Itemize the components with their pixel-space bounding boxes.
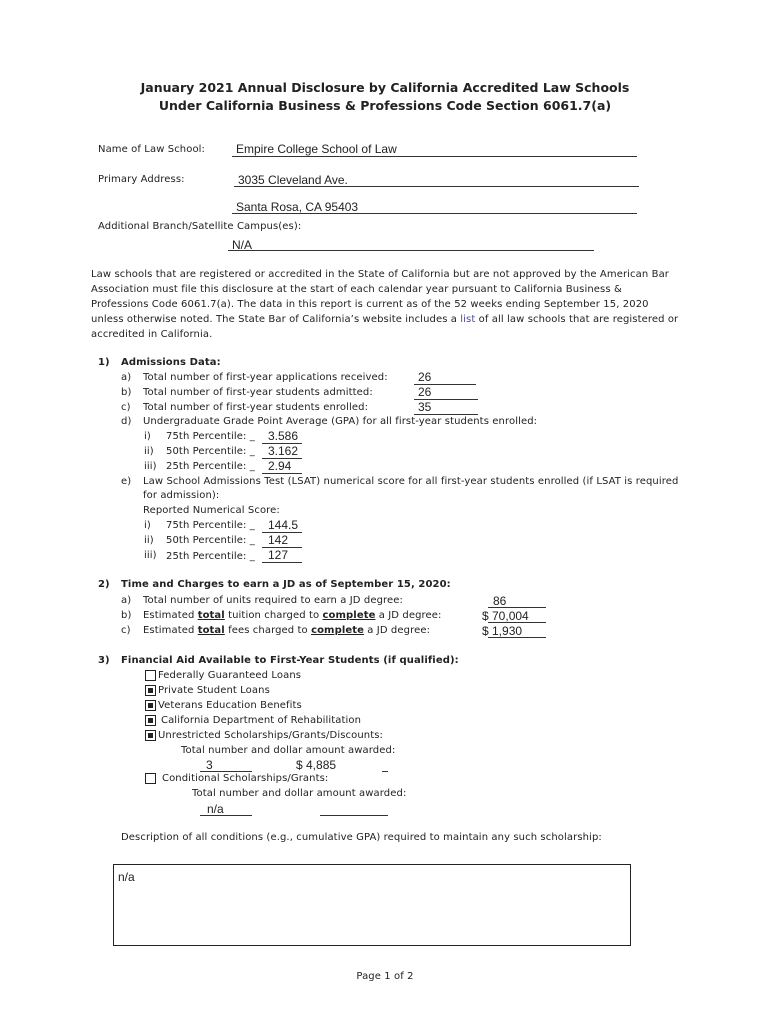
section1-number: 1) <box>98 357 110 368</box>
s2c-total: total <box>197 625 225 636</box>
address-line1-underline <box>234 186 639 187</box>
students-admitted-value[interactable]: 26 <box>418 385 432 399</box>
applications-received-value[interactable]: 26 <box>418 370 432 384</box>
units-required-value[interactable]: 86 <box>493 594 507 608</box>
lsat-25-underline <box>262 562 302 563</box>
s1b-text: Total number of first-year students admitted: <box>143 387 373 398</box>
section3-number: 3) <box>98 655 110 666</box>
gpa-75-value[interactable]: 3.586 <box>268 429 299 443</box>
s2c-post: a JD degree: <box>364 625 431 636</box>
law-schools-list-link[interactable]: list <box>460 314 476 325</box>
s1d-text: Undergraduate Grade Point Average (GPA) for all first-year students enrolled: <box>143 416 538 427</box>
lsat-75-roman: i) <box>144 520 151 531</box>
s1e-label: e) <box>121 476 132 487</box>
lsat-25-label: 25th Percentile: _ <box>166 551 255 562</box>
lsat-50-label: 50th Percentile: _ <box>166 535 255 546</box>
document-title-line1: January 2021 Annual Disclosure by California Accredited Law Schools <box>140 80 630 95</box>
unrestricted-scholarships-label: Unrestricted Scholarships/Grants/Discounts: <box>158 730 383 741</box>
s2b-mid: tuition charged to <box>224 610 323 621</box>
s1c-underline <box>414 414 478 415</box>
address-line2-underline <box>232 213 637 214</box>
school-name-underline <box>232 156 637 157</box>
s2c-label: c) <box>121 625 131 636</box>
s2a-label: a) <box>121 595 132 606</box>
lsat-75-label: 75th Percentile: _ <box>166 520 255 531</box>
intro-paragraph <box>91 267 681 342</box>
lsat-25-roman: iii) <box>144 550 157 561</box>
s2a-underline <box>488 607 546 608</box>
rehabilitation-label: California Department of Rehabilitation <box>161 715 362 726</box>
s1a-label: a) <box>121 372 132 383</box>
unrestricted-amount-tail <box>382 771 388 772</box>
s2a-text: Total number of units required to earn a JD degree: <box>143 595 403 606</box>
s2b-label: b) <box>121 610 132 621</box>
gpa-25-value[interactable]: 2.94 <box>268 459 292 473</box>
s1e-text-line1: Law School Admissions Test (LSAT) numerical score for all first-year students enrolled (if LSAT is required <box>143 476 679 487</box>
unrestricted-amount-value[interactable]: $ 4,885 <box>296 758 337 772</box>
gpa-25-label: 25th Percentile: _ <box>166 461 255 472</box>
rehabilitation-checkbox[interactable] <box>145 715 156 726</box>
s2c-complete: complete <box>311 625 365 636</box>
section3-heading: Financial Aid Available to First-Year Students (if qualified): <box>121 655 459 666</box>
s2b-underline <box>488 622 546 623</box>
s1a-text: Total number of first-year applications received: <box>143 372 388 383</box>
intro-text-before: Law schools that are registered or accredited in the State of California but are not approved by the American Bar Association must file this disclosure at the start of each calendar year pursuant to California Business & Professions Code 6061.7(a). The data in this report is current as of the 52 weeks ending September 15, 2020 unless otherwise noted. The State Bar of California’s website includes a <box>91 269 670 325</box>
conditional-scholarships-label: Conditional Scholarships/Grants: <box>162 773 329 784</box>
lsat-50-roman: ii) <box>144 535 154 546</box>
gpa-50-roman: ii) <box>144 446 154 457</box>
unrestricted-count-value[interactable]: 3 <box>206 758 213 772</box>
unrestricted-scholarships-checkbox[interactable] <box>145 730 156 741</box>
s1c-label: c) <box>121 402 131 413</box>
document-title-line2: Under California Business & Professions Code Section 6061.7(a) <box>158 98 612 113</box>
lsat-25-value[interactable]: 127 <box>268 548 289 562</box>
lsat-reported-label: Reported Numerical Score: <box>143 505 280 516</box>
conditional-amount-underline[interactable] <box>320 815 388 816</box>
private-loans-checkbox[interactable] <box>145 685 156 696</box>
lsat-50-value[interactable]: 142 <box>268 533 289 547</box>
s2b-complete: complete <box>322 610 376 621</box>
section1-heading: Admissions Data: <box>121 357 221 368</box>
conditional-total-label: Total number and dollar amount awarded: <box>192 788 407 799</box>
page-number: Page 1 of 2 <box>356 971 414 982</box>
gpa-50-value[interactable]: 3.162 <box>268 444 299 458</box>
school-name-value[interactable]: Empire College School of Law <box>236 142 397 156</box>
conditions-description-box[interactable] <box>113 864 631 946</box>
s1d-label: d) <box>121 416 132 427</box>
conditional-count-underline <box>200 815 252 816</box>
s2c-pre: Estimated <box>143 625 198 636</box>
branch-value[interactable]: N/A <box>232 238 253 252</box>
address-line1-value[interactable]: 3035 Cleveland Ave. <box>238 173 348 187</box>
s1e-text-line2: for admission): <box>143 490 220 501</box>
branch-underline <box>228 250 594 251</box>
conditional-count-value[interactable]: n/a <box>207 802 224 816</box>
s2b-pre: Estimated <box>143 610 198 621</box>
intro-text-after: of all law schools that are registered or accredited in California. <box>91 314 679 340</box>
conditions-prompt: Description of all conditions (e.g., cumulative GPA) required to maintain any such scholarship: <box>121 832 602 843</box>
veterans-benefits-checkbox[interactable] <box>145 700 156 711</box>
s2b-post: a JD degree: <box>375 610 442 621</box>
gpa-25-roman: iii) <box>144 461 157 472</box>
s2c-mid: fees charged to <box>224 625 312 636</box>
s1c-text: Total number of first-year students enrolled: <box>143 402 369 413</box>
primary-address-label: Primary Address: <box>98 174 185 185</box>
school-name-label: Name of Law School: <box>98 144 206 155</box>
unrestricted-count-underline <box>200 771 252 772</box>
students-enrolled-value[interactable]: 35 <box>418 400 432 414</box>
branch-label: Additional Branch/Satellite Campus(es): <box>98 221 302 232</box>
address-line2-value[interactable]: Santa Rosa, CA 95403 <box>236 200 359 214</box>
gpa-25-underline <box>262 473 302 474</box>
federal-loans-checkbox[interactable] <box>145 670 156 681</box>
fees-value[interactable]: $ 1,930 <box>482 624 523 638</box>
unrestricted-total-label: Total number and dollar amount awarded: <box>181 745 396 756</box>
s2c-underline <box>488 637 546 638</box>
s1b-label: b) <box>121 387 132 398</box>
lsat-75-value[interactable]: 144.5 <box>268 518 299 532</box>
tuition-value[interactable]: $ 70,004 <box>482 609 529 623</box>
gpa-75-label: 75th Percentile: _ <box>166 431 255 442</box>
conditional-scholarships-checkbox[interactable] <box>145 773 156 784</box>
gpa-75-roman: i) <box>144 431 151 442</box>
s2b-text <box>143 610 442 621</box>
section2-number: 2) <box>98 579 110 590</box>
conditions-description-value: n/a <box>118 870 135 884</box>
s2b-total: total <box>197 610 225 621</box>
private-loans-label: Private Student Loans <box>158 685 270 696</box>
federal-loans-label: Federally Guaranteed Loans <box>158 670 302 681</box>
veterans-benefits-label: Veterans Education Benefits <box>158 700 302 711</box>
gpa-50-label: 50th Percentile: _ <box>166 446 255 457</box>
s2c-text <box>143 625 430 636</box>
section2-heading: Time and Charges to earn a JD as of September 15, 2020: <box>121 579 451 590</box>
